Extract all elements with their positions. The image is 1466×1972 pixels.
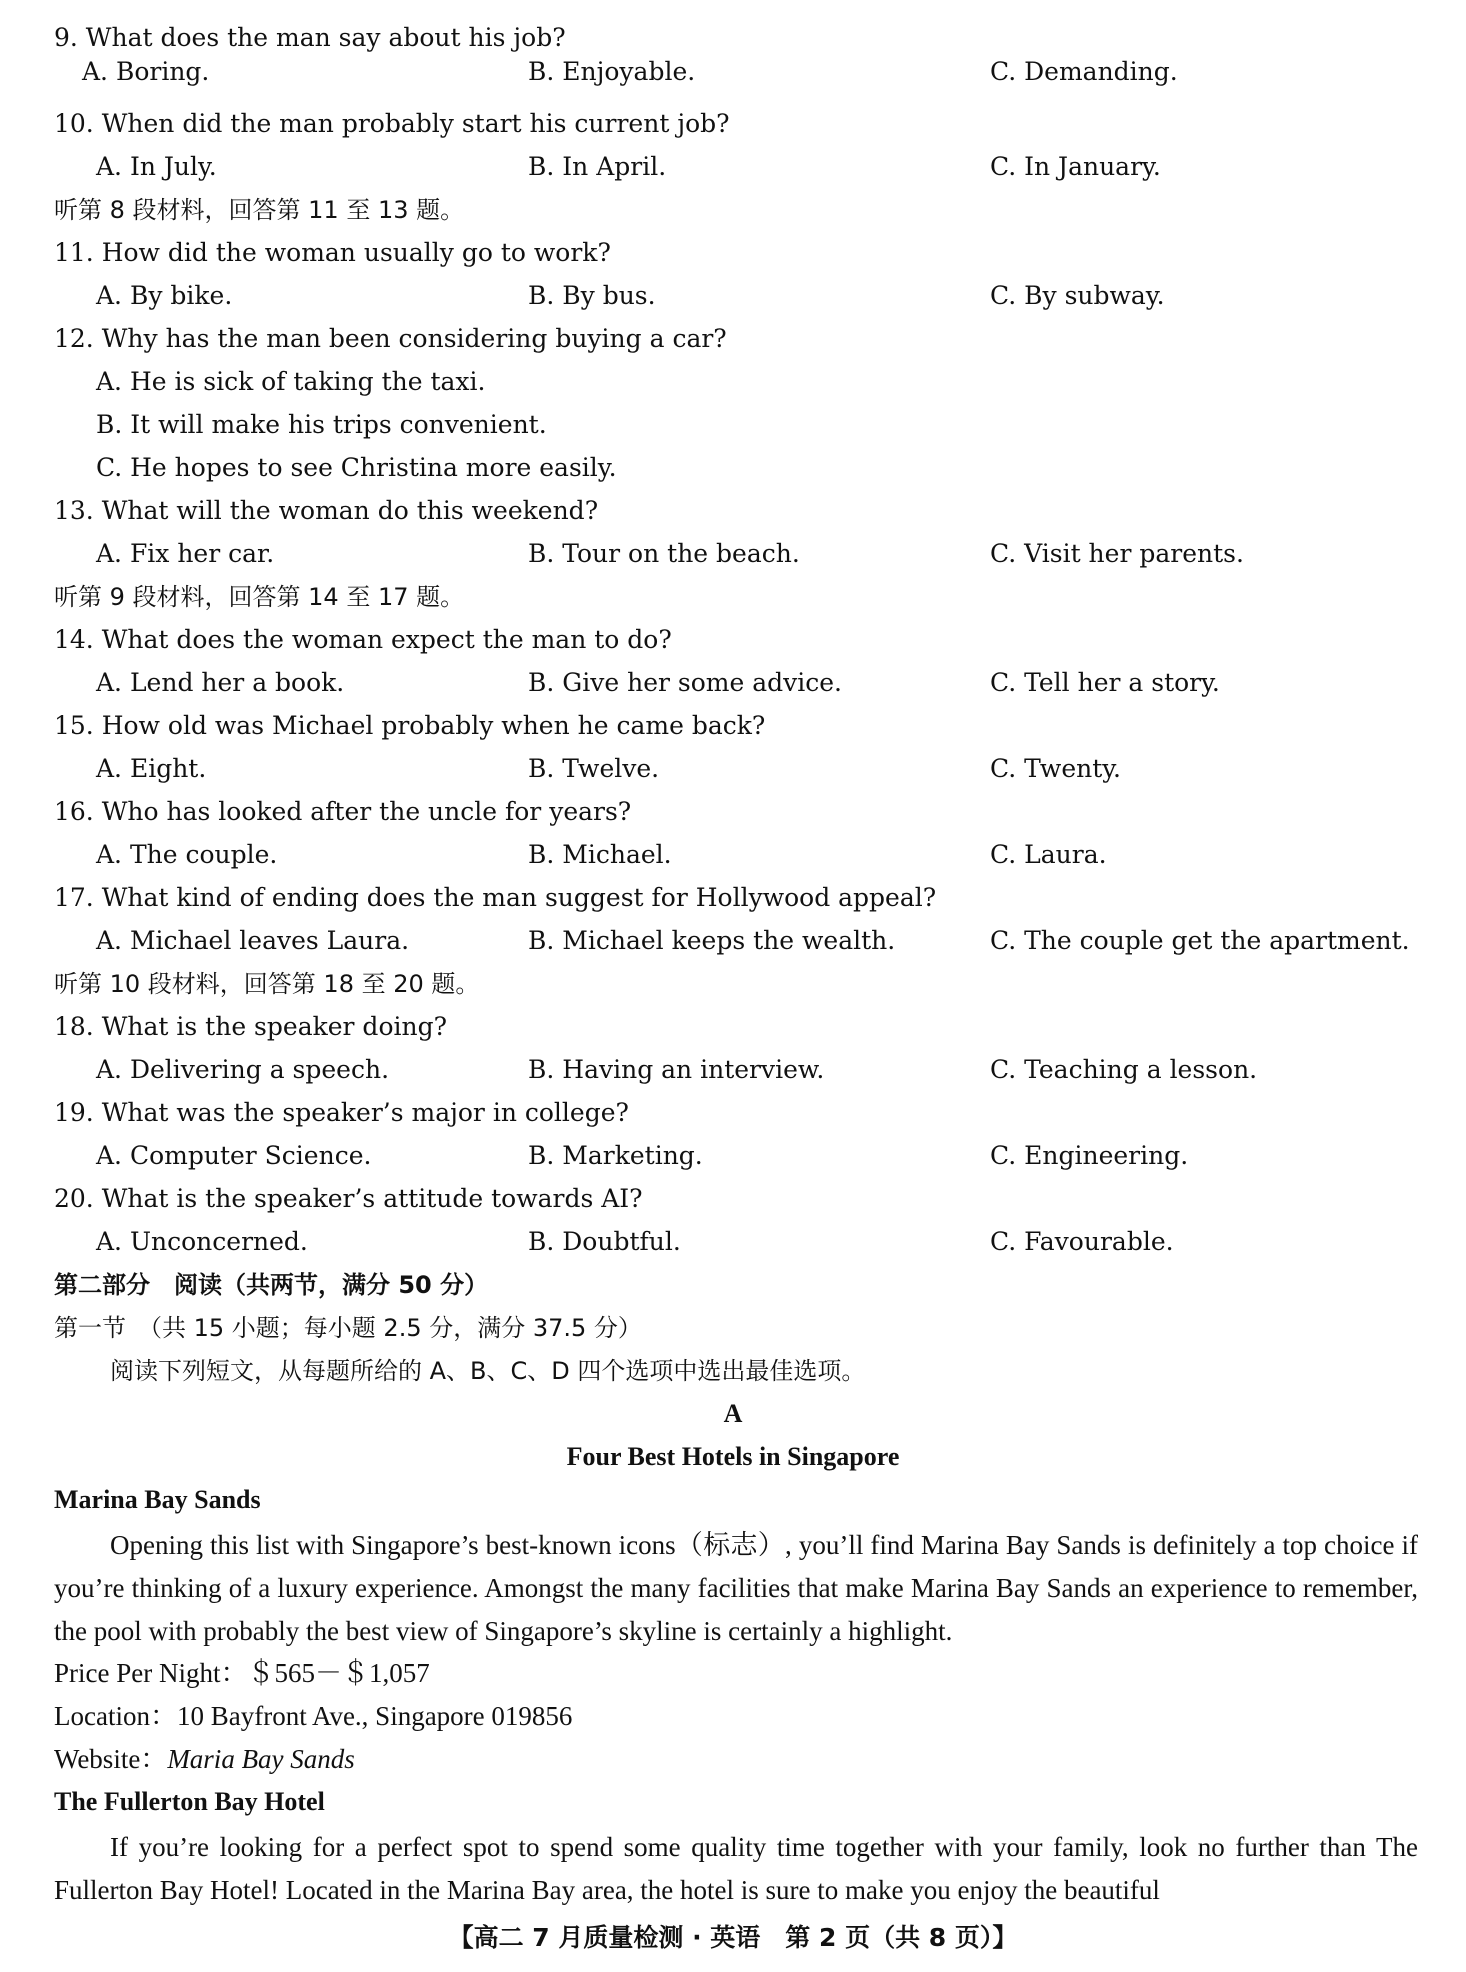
question-19 (0, 1093, 1466, 1133)
question-17 (0, 878, 1466, 918)
option-a: A. Delivering a speech. (96, 1055, 390, 1084)
listening-instruction-9: 听第 9 段材料，回答第 14 至 17 题。 (54, 583, 465, 611)
hotel-1-website (0, 1739, 1466, 1779)
question-stem: 15. How old was Michael probably when he came back? (54, 711, 766, 740)
options-17 (0, 921, 1466, 961)
option-b: B. Give her some advice. (528, 668, 842, 697)
option-b: B. Michael keeps the wealth. (528, 926, 896, 955)
option-b: B. Marketing. (528, 1141, 703, 1170)
option-row-12b (0, 405, 1466, 445)
hotel-2-name: The Fullerton Bay Hotel (54, 1787, 325, 1816)
option-c: C. Tell her a story. (990, 668, 1220, 697)
question-18 (0, 1007, 1466, 1047)
options-13 (0, 534, 1466, 574)
option-b: B. Enjoyable. (528, 57, 696, 86)
question-stem: 14. What does the woman expect the man to do? (54, 625, 672, 654)
page-footer: 【高二 7 月质量检测 · 英语 第 2 页（共 8 页）】 (448, 1923, 1018, 1952)
question-stem: 13. What will the woman do this weekend? (54, 496, 599, 525)
option-a: A. By bike. (96, 281, 233, 310)
part-two-heading: 第二部分 阅读（共两节，满分 50 分） (54, 1271, 489, 1299)
options-14 (0, 663, 1466, 703)
options-18 (0, 1050, 1466, 1090)
option-c: C. Favourable. (990, 1227, 1174, 1256)
option-row-12c (0, 448, 1466, 488)
option-b: B. By bus. (528, 281, 656, 310)
question-stem: 9. What does the man say about his job? (54, 23, 566, 52)
question-16 (0, 792, 1466, 832)
option-c: C. Demanding. (990, 57, 1178, 86)
options-10 (0, 147, 1466, 187)
question-14 (0, 620, 1466, 660)
option-a: A. Unconcerned. (96, 1227, 308, 1256)
question-20 (0, 1179, 1466, 1219)
question-stem: 17. What kind of ending does the man suggest for Hollywood appeal? (54, 883, 937, 912)
option-a: A. In July. (96, 152, 217, 181)
listening-instruction-8: 听第 8 段材料，回答第 11 至 13 题。 (54, 196, 465, 224)
passage-letter: A (723, 1399, 743, 1428)
option-c: C. By subway. (990, 281, 1165, 310)
hotel-1-description: Opening this list with Singapore’s best-known icons（标志）, you’ll find Marina Bay Sands is definitely a top choice if you’re thinking of a luxury experience. Amongst the many facilities that make Marina Bay Sands an experience to remember, the pool with probably the best view of Singapore’s skyline is certainly a highlight. (54, 1530, 1418, 1646)
question-13 (0, 491, 1466, 531)
option-a: A. Michael leaves Laura. (96, 926, 410, 955)
options-9 (0, 52, 1466, 92)
listening-instruction-10: 听第 10 段材料，回答第 18 至 20 题。 (54, 970, 480, 998)
option-c: C. He hopes to see Christina more easily. (96, 453, 617, 482)
option-b: B. In April. (528, 152, 667, 181)
option-b: B. Having an interview. (528, 1055, 825, 1084)
option-c: C. In January. (990, 152, 1161, 181)
options-20 (0, 1222, 1466, 1262)
question-stem: 12. Why has the man been considering buying a car? (54, 324, 727, 353)
hotel-1-price: Price Per Night：＄565－＄1,057 (54, 1658, 430, 1688)
hotel-1-location: Location：10 Bayfront Ave., Singapore 019856 (54, 1701, 573, 1731)
option-b: B. Tour on the beach. (528, 539, 800, 568)
question-stem: 16. Who has looked after the uncle for years? (54, 797, 632, 826)
option-a: A. Boring. (82, 57, 210, 86)
option-a: A. Lend her a book. (96, 668, 345, 697)
hotel-1-name: Marina Bay Sands (54, 1485, 261, 1514)
section-one-heading: 第一节 （共 15 小题；每小题 2.5 分，满分 37.5 分） (54, 1314, 642, 1342)
question-11 (0, 233, 1466, 273)
option-c: C. Twenty. (990, 754, 1122, 783)
question-stem: 18. What is the speaker doing? (54, 1012, 447, 1041)
options-15 (0, 749, 1466, 789)
options-16 (0, 835, 1466, 875)
option-c: C. The couple get the apartment. (990, 926, 1410, 955)
option-a: A. The couple. (96, 840, 278, 869)
hotel-2-description: If you’re looking for a perfect spot to spend some quality time together with your family, look no further than The Fullerton Bay Hotel! Located in the Marina Bay area, the hotel is sure to make you enjoy the beautiful (54, 1832, 1418, 1905)
reading-instruction: 阅读下列短文，从每题所给的 A、B、C、D 四个选项中选出最佳选项。 (110, 1357, 866, 1385)
question-stem: 10. When did the man probably start his current job? (54, 109, 730, 138)
website-label: Website： (54, 1744, 168, 1774)
option-a: A. Fix her car. (96, 539, 275, 568)
website-value: Maria Bay Sands (167, 1744, 355, 1774)
option-b: B. Doubtful. (528, 1227, 681, 1256)
option-b: B. Michael. (528, 840, 672, 869)
option-a: A. He is sick of taking the taxi. (96, 367, 486, 396)
option-row-12a (0, 362, 1466, 402)
question-stem: 20. What is the speaker’s attitude towards AI? (54, 1184, 643, 1213)
option-a: A. Computer Science. (96, 1141, 372, 1170)
option-a: A. Eight. (96, 754, 207, 783)
option-c: C. Visit her parents. (990, 539, 1244, 568)
option-c: C. Teaching a lesson. (990, 1055, 1258, 1084)
question-stem: 11. How did the woman usually go to work? (54, 238, 611, 267)
option-b: B. It will make his trips convenient. (96, 410, 547, 439)
options-19 (0, 1136, 1466, 1176)
question-12 (0, 319, 1466, 359)
question-10 (0, 104, 1466, 144)
option-c: C. Laura. (990, 840, 1107, 869)
option-b: B. Twelve. (528, 754, 660, 783)
passage-title: Four Best Hotels in Singapore (566, 1442, 900, 1471)
option-c: C. Engineering. (990, 1141, 1189, 1170)
question-stem: 19. What was the speaker’s major in college? (54, 1098, 629, 1127)
question-15 (0, 706, 1466, 746)
options-11 (0, 276, 1466, 316)
